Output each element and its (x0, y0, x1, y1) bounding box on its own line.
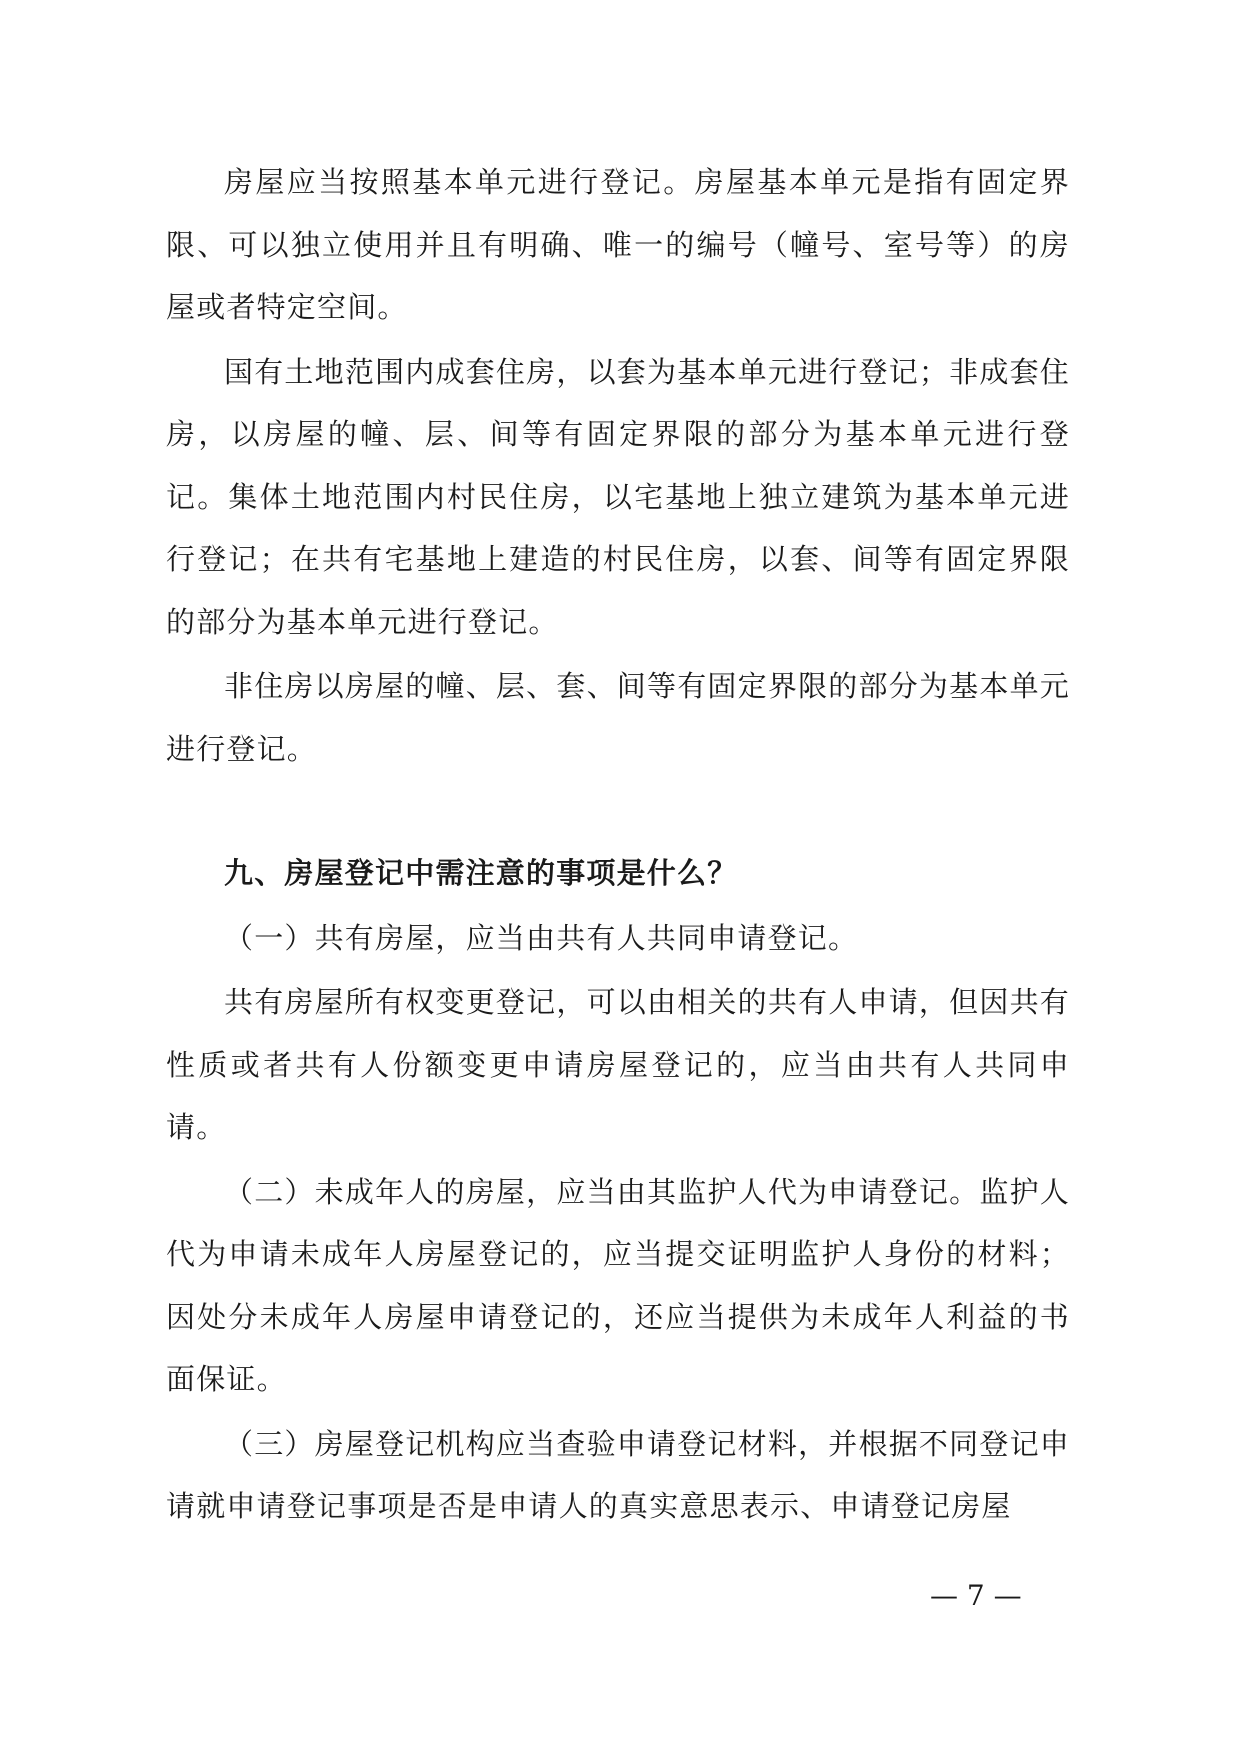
paragraph-item-3: （三）房屋登记机构应当查验申请登记材料，并根据不同登记申请就申请登记事项是否是申请人的真实意思表示、申请登记房屋 (166, 1426, 1070, 1523)
page-body (166, 151, 1070, 1540)
paragraph-basic-unit: 房屋应当按照基本单元进行登记。房屋基本单元是指有固定界限、可以独立使用并且有明确、唯一的编号（幢号、室号等）的房屋或者特定空间。 (166, 165, 1070, 324)
paragraph-residential-units: 国有土地范围内成套住房，以套为基本单元进行登记；非成套住房，以房屋的幢、层、间等有固定界限的部分为基本单元进行登记。集体土地范围内村民住房，以宅基地上独立建筑为基本单元进行登记；在共有宅基地上建造的村民住房，以套、间等有固定界限的部分为基本单元进行登记。 (166, 354, 1070, 639)
paragraph-non-residential: 非住房以房屋的幢、层、套、间等有固定界限的部分为基本单元进行登记。 (166, 669, 1070, 766)
section-heading: 九、房屋登记中需注意的事项是什么？ (224, 856, 738, 890)
paragraph-item-2: （二）未成年人的房屋，应当由其监护人代为申请登记。监护人代为申请未成年人房屋登记的，应当提交证明监护人身份的材料；因处分未成年人房屋申请登记的，还应当提供为未成年人利益的书面保证。 (166, 1174, 1070, 1396)
paragraph-co-ownership: 共有房屋所有权变更登记，可以由相关的共有人申请，但因共有性质或者共有人份额变更申请房屋登记的，应当由共有人共同申请。 (166, 985, 1070, 1144)
paragraph-item-1: （一）共有房屋，应当由共有人共同申请登记。 (224, 920, 859, 955)
page-number: — 7 — (930, 1579, 1022, 1612)
